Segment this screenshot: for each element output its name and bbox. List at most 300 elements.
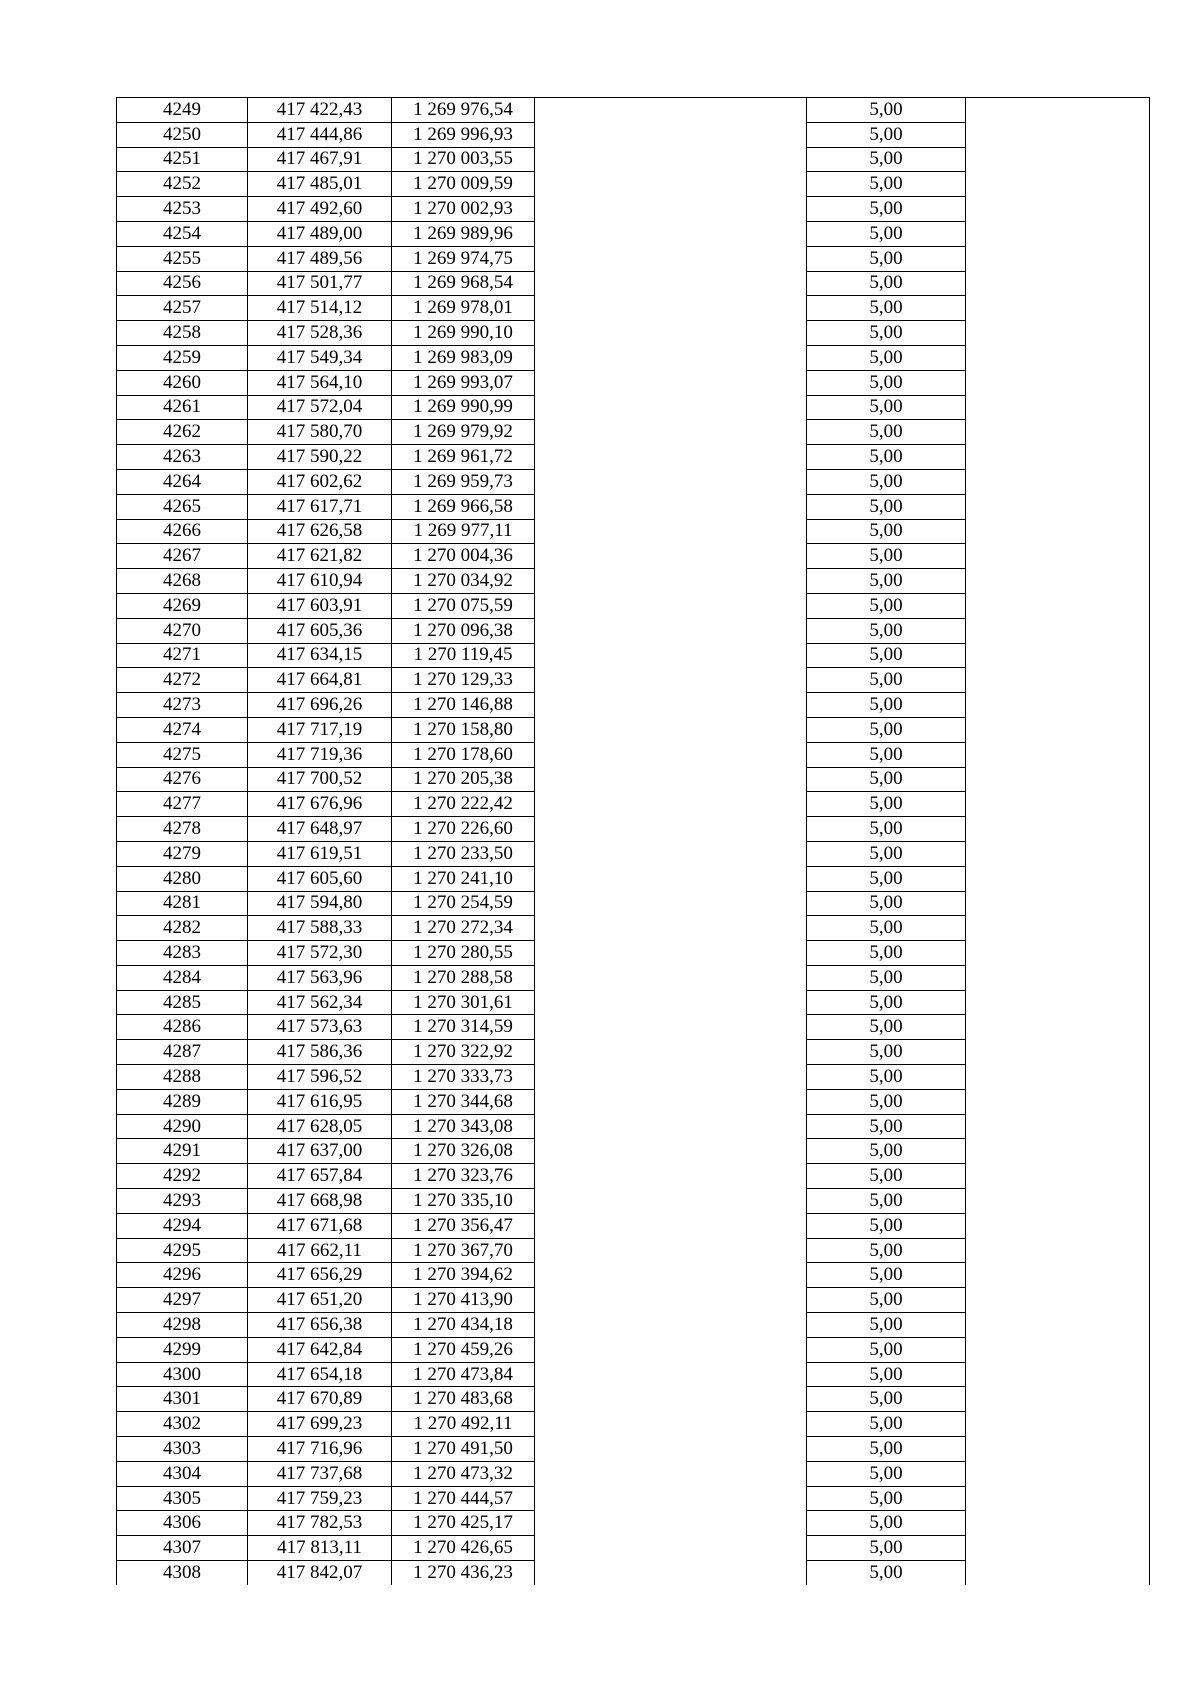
- value-cell: 5,00: [807, 1040, 966, 1065]
- blank-cell: [966, 221, 1150, 246]
- blank-cell: [966, 916, 1150, 941]
- x-coordinate-cell: 417 656,38: [248, 1313, 392, 1338]
- y-coordinate-cell: 1 269 961,72: [392, 445, 535, 470]
- x-coordinate-cell: 417 422,43: [248, 98, 392, 123]
- table-row: [117, 469, 1150, 494]
- point-number-cell: 4275: [117, 742, 248, 767]
- value-cell: 5,00: [807, 1437, 966, 1462]
- table-row: [117, 1412, 1150, 1437]
- table-row: [117, 1015, 1150, 1040]
- point-number-cell: 4253: [117, 197, 248, 222]
- point-number-cell: 4258: [117, 321, 248, 346]
- value-cell: 5,00: [807, 221, 966, 246]
- blank-cell: [966, 445, 1150, 470]
- table-row: [117, 1139, 1150, 1164]
- blank-cell: [535, 469, 807, 494]
- value-cell: 5,00: [807, 445, 966, 470]
- y-coordinate-cell: 1 270 119,45: [392, 643, 535, 668]
- value-cell: 5,00: [807, 1139, 966, 1164]
- value-cell: 5,00: [807, 1213, 966, 1238]
- x-coordinate-cell: 417 642,84: [248, 1337, 392, 1362]
- point-number-cell: 4254: [117, 221, 248, 246]
- y-coordinate-cell: 1 270 233,50: [392, 841, 535, 866]
- y-coordinate-cell: 1 270 280,55: [392, 941, 535, 966]
- x-coordinate-cell: 417 651,20: [248, 1288, 392, 1313]
- blank-cell: [535, 1437, 807, 1462]
- x-coordinate-cell: 417 596,52: [248, 1065, 392, 1090]
- value-cell: 5,00: [807, 990, 966, 1015]
- value-cell: 5,00: [807, 296, 966, 321]
- x-coordinate-cell: 417 580,70: [248, 420, 392, 445]
- point-number-cell: 4289: [117, 1089, 248, 1114]
- blank-cell: [966, 395, 1150, 420]
- x-coordinate-cell: 417 501,77: [248, 271, 392, 296]
- point-number-cell: 4300: [117, 1362, 248, 1387]
- point-number-cell: 4249: [117, 98, 248, 123]
- table-row: [117, 1065, 1150, 1090]
- blank-cell: [966, 668, 1150, 693]
- value-cell: 5,00: [807, 345, 966, 370]
- blank-cell: [535, 1362, 807, 1387]
- x-coordinate-cell: 417 562,34: [248, 990, 392, 1015]
- point-number-cell: 4281: [117, 891, 248, 916]
- y-coordinate-cell: 1 270 323,76: [392, 1164, 535, 1189]
- table-row: [117, 246, 1150, 271]
- table-row: [117, 98, 1150, 123]
- value-cell: 5,00: [807, 1065, 966, 1090]
- table-row: [117, 172, 1150, 197]
- y-coordinate-cell: 1 270 096,38: [392, 618, 535, 643]
- table-row: [117, 1387, 1150, 1412]
- point-number-cell: 4262: [117, 420, 248, 445]
- y-coordinate-cell: 1 270 356,47: [392, 1213, 535, 1238]
- value-cell: 5,00: [807, 271, 966, 296]
- point-number-cell: 4259: [117, 345, 248, 370]
- blank-cell: [966, 1288, 1150, 1313]
- point-number-cell: 4282: [117, 916, 248, 941]
- y-coordinate-cell: 1 270 425,17: [392, 1511, 535, 1536]
- blank-cell: [535, 1189, 807, 1214]
- table-row: [117, 1337, 1150, 1362]
- blank-cell: [535, 618, 807, 643]
- point-number-cell: 4298: [117, 1313, 248, 1338]
- y-coordinate-cell: 1 270 483,68: [392, 1387, 535, 1412]
- blank-cell: [535, 519, 807, 544]
- blank-cell: [535, 1065, 807, 1090]
- x-coordinate-cell: 417 696,26: [248, 693, 392, 718]
- point-number-cell: 4276: [117, 767, 248, 792]
- blank-cell: [966, 1461, 1150, 1486]
- blank-cell: [535, 147, 807, 172]
- blank-cell: [966, 1065, 1150, 1090]
- blank-cell: [966, 1015, 1150, 1040]
- point-number-cell: 4251: [117, 147, 248, 172]
- table-row: [117, 965, 1150, 990]
- blank-cell: [535, 891, 807, 916]
- blank-cell: [966, 817, 1150, 842]
- table-row: [117, 1089, 1150, 1114]
- table-row: [117, 1263, 1150, 1288]
- value-cell: 5,00: [807, 420, 966, 445]
- point-number-cell: 4271: [117, 643, 248, 668]
- blank-cell: [535, 1213, 807, 1238]
- y-coordinate-cell: 1 269 977,11: [392, 519, 535, 544]
- y-coordinate-cell: 1 269 990,10: [392, 321, 535, 346]
- value-cell: 5,00: [807, 1238, 966, 1263]
- y-coordinate-cell: 1 270 444,57: [392, 1486, 535, 1511]
- table-row: [117, 1189, 1150, 1214]
- x-coordinate-cell: 417 719,36: [248, 742, 392, 767]
- y-coordinate-cell: 1 269 976,54: [392, 98, 535, 123]
- point-number-cell: 4280: [117, 866, 248, 891]
- x-coordinate-cell: 417 717,19: [248, 717, 392, 742]
- blank-cell: [966, 1263, 1150, 1288]
- point-number-cell: 4273: [117, 693, 248, 718]
- blank-cell: [966, 122, 1150, 147]
- blank-cell: [535, 1164, 807, 1189]
- value-cell: 5,00: [807, 643, 966, 668]
- y-coordinate-cell: 1 269 966,58: [392, 494, 535, 519]
- y-coordinate-cell: 1 270 226,60: [392, 817, 535, 842]
- x-coordinate-cell: 417 648,97: [248, 817, 392, 842]
- blank-cell: [535, 1337, 807, 1362]
- point-number-cell: 4288: [117, 1065, 248, 1090]
- point-number-cell: 4284: [117, 965, 248, 990]
- blank-cell: [966, 792, 1150, 817]
- blank-cell: [966, 321, 1150, 346]
- blank-cell: [535, 494, 807, 519]
- value-cell: 5,00: [807, 593, 966, 618]
- blank-cell: [966, 1536, 1150, 1561]
- blank-cell: [966, 866, 1150, 891]
- blank-cell: [535, 370, 807, 395]
- blank-cell: [535, 197, 807, 222]
- table-row: [117, 792, 1150, 817]
- blank-cell: [966, 345, 1150, 370]
- y-coordinate-cell: 1 270 491,50: [392, 1437, 535, 1462]
- value-cell: 5,00: [807, 891, 966, 916]
- blank-cell: [966, 1387, 1150, 1412]
- x-coordinate-cell: 417 590,22: [248, 445, 392, 470]
- blank-cell: [535, 916, 807, 941]
- table-row: [117, 1213, 1150, 1238]
- blank-cell: [966, 296, 1150, 321]
- value-cell: 5,00: [807, 494, 966, 519]
- x-coordinate-cell: 417 594,80: [248, 891, 392, 916]
- blank-cell: [966, 693, 1150, 718]
- table-row: [117, 1288, 1150, 1313]
- table-row: [117, 1164, 1150, 1189]
- blank-cell: [966, 519, 1150, 544]
- blank-cell: [535, 817, 807, 842]
- table-row: [117, 1536, 1150, 1561]
- x-coordinate-cell: 417 676,96: [248, 792, 392, 817]
- value-cell: 5,00: [807, 717, 966, 742]
- x-coordinate-cell: 417 485,01: [248, 172, 392, 197]
- point-number-cell: 4264: [117, 469, 248, 494]
- value-cell: 5,00: [807, 1412, 966, 1437]
- blank-cell: [966, 271, 1150, 296]
- blank-cell: [966, 1213, 1150, 1238]
- y-coordinate-cell: 1 270 335,10: [392, 1189, 535, 1214]
- y-coordinate-cell: 1 270 394,62: [392, 1263, 535, 1288]
- value-cell: 5,00: [807, 841, 966, 866]
- y-coordinate-cell: 1 270 009,59: [392, 172, 535, 197]
- table-row: [117, 1114, 1150, 1139]
- point-number-cell: 4293: [117, 1189, 248, 1214]
- y-coordinate-cell: 1 270 492,11: [392, 1412, 535, 1437]
- table-row: [117, 345, 1150, 370]
- y-coordinate-cell: 1 270 178,60: [392, 742, 535, 767]
- x-coordinate-cell: 417 813,11: [248, 1536, 392, 1561]
- x-coordinate-cell: 417 492,60: [248, 197, 392, 222]
- value-cell: 5,00: [807, 469, 966, 494]
- value-cell: 5,00: [807, 197, 966, 222]
- table-row: [117, 941, 1150, 966]
- table-row: [117, 990, 1150, 1015]
- table-row: [117, 494, 1150, 519]
- point-number-cell: 4261: [117, 395, 248, 420]
- table-row: [117, 197, 1150, 222]
- table-row: [117, 296, 1150, 321]
- value-cell: 5,00: [807, 965, 966, 990]
- point-number-cell: 4266: [117, 519, 248, 544]
- blank-cell: [535, 246, 807, 271]
- y-coordinate-cell: 1 270 002,93: [392, 197, 535, 222]
- point-number-cell: 4285: [117, 990, 248, 1015]
- value-cell: 5,00: [807, 792, 966, 817]
- x-coordinate-cell: 417 700,52: [248, 767, 392, 792]
- value-cell: 5,00: [807, 1313, 966, 1338]
- point-number-cell: 4308: [117, 1561, 248, 1586]
- x-coordinate-cell: 417 572,04: [248, 395, 392, 420]
- y-coordinate-cell: 1 270 222,42: [392, 792, 535, 817]
- y-coordinate-cell: 1 270 272,34: [392, 916, 535, 941]
- x-coordinate-cell: 417 662,11: [248, 1238, 392, 1263]
- blank-cell: [966, 246, 1150, 271]
- blank-cell: [535, 345, 807, 370]
- blank-cell: [966, 370, 1150, 395]
- x-coordinate-cell: 417 699,23: [248, 1412, 392, 1437]
- x-coordinate-cell: 417 514,12: [248, 296, 392, 321]
- blank-cell: [535, 445, 807, 470]
- table-row: [117, 544, 1150, 569]
- blank-cell: [535, 321, 807, 346]
- value-cell: 5,00: [807, 569, 966, 594]
- blank-cell: [535, 221, 807, 246]
- table-row: [117, 767, 1150, 792]
- value-cell: 5,00: [807, 122, 966, 147]
- y-coordinate-cell: 1 270 326,08: [392, 1139, 535, 1164]
- value-cell: 5,00: [807, 693, 966, 718]
- blank-cell: [535, 593, 807, 618]
- y-coordinate-cell: 1 270 434,18: [392, 1313, 535, 1338]
- point-number-cell: 4252: [117, 172, 248, 197]
- x-coordinate-cell: 417 489,00: [248, 221, 392, 246]
- y-coordinate-cell: 1 270 158,80: [392, 717, 535, 742]
- point-number-cell: 4267: [117, 544, 248, 569]
- point-number-cell: 4263: [117, 445, 248, 470]
- blank-cell: [535, 643, 807, 668]
- blank-cell: [966, 420, 1150, 445]
- table-row: [117, 643, 1150, 668]
- blank-cell: [535, 668, 807, 693]
- x-coordinate-cell: 417 654,18: [248, 1362, 392, 1387]
- y-coordinate-cell: 1 270 426,65: [392, 1536, 535, 1561]
- y-coordinate-cell: 1 269 989,96: [392, 221, 535, 246]
- blank-cell: [966, 469, 1150, 494]
- blank-cell: [535, 1412, 807, 1437]
- blank-cell: [535, 990, 807, 1015]
- value-cell: 5,00: [807, 1486, 966, 1511]
- x-coordinate-cell: 417 489,56: [248, 246, 392, 271]
- blank-cell: [966, 98, 1150, 123]
- blank-cell: [966, 1437, 1150, 1462]
- blank-cell: [535, 1561, 807, 1586]
- blank-cell: [966, 1139, 1150, 1164]
- table-row: [117, 569, 1150, 594]
- blank-cell: [535, 1536, 807, 1561]
- blank-cell: [535, 841, 807, 866]
- x-coordinate-cell: 417 670,89: [248, 1387, 392, 1412]
- blank-cell: [966, 197, 1150, 222]
- blank-cell: [535, 693, 807, 718]
- x-coordinate-cell: 417 628,05: [248, 1114, 392, 1139]
- blank-cell: [966, 742, 1150, 767]
- x-coordinate-cell: 417 671,68: [248, 1213, 392, 1238]
- x-coordinate-cell: 417 573,63: [248, 1015, 392, 1040]
- table-row: [117, 370, 1150, 395]
- x-coordinate-cell: 417 634,15: [248, 643, 392, 668]
- x-coordinate-cell: 417 610,94: [248, 569, 392, 594]
- value-cell: 5,00: [807, 172, 966, 197]
- table-row: [117, 916, 1150, 941]
- coordinates-table-body: [117, 98, 1150, 1586]
- value-cell: 5,00: [807, 246, 966, 271]
- x-coordinate-cell: 417 617,71: [248, 494, 392, 519]
- point-number-cell: 4257: [117, 296, 248, 321]
- value-cell: 5,00: [807, 1164, 966, 1189]
- x-coordinate-cell: 417 528,36: [248, 321, 392, 346]
- point-number-cell: 4260: [117, 370, 248, 395]
- y-coordinate-cell: 1 270 288,58: [392, 965, 535, 990]
- blank-cell: [966, 618, 1150, 643]
- blank-cell: [535, 122, 807, 147]
- value-cell: 5,00: [807, 1461, 966, 1486]
- point-number-cell: 4303: [117, 1437, 248, 1462]
- blank-cell: [535, 1089, 807, 1114]
- y-coordinate-cell: 1 270 205,38: [392, 767, 535, 792]
- blank-cell: [966, 1238, 1150, 1263]
- table-row: [117, 866, 1150, 891]
- blank-cell: [966, 990, 1150, 1015]
- blank-cell: [535, 544, 807, 569]
- point-number-cell: 4294: [117, 1213, 248, 1238]
- table-row: [117, 1561, 1150, 1586]
- x-coordinate-cell: 417 842,07: [248, 1561, 392, 1586]
- value-cell: 5,00: [807, 1288, 966, 1313]
- x-coordinate-cell: 417 444,86: [248, 122, 392, 147]
- y-coordinate-cell: 1 269 996,93: [392, 122, 535, 147]
- table-row: [117, 1486, 1150, 1511]
- point-number-cell: 4250: [117, 122, 248, 147]
- blank-cell: [966, 147, 1150, 172]
- blank-cell: [966, 1511, 1150, 1536]
- value-cell: 5,00: [807, 1536, 966, 1561]
- x-coordinate-cell: 417 619,51: [248, 841, 392, 866]
- blank-cell: [535, 569, 807, 594]
- table-row: [117, 147, 1150, 172]
- blank-cell: [535, 742, 807, 767]
- blank-cell: [966, 1337, 1150, 1362]
- blank-cell: [535, 172, 807, 197]
- point-number-cell: 4286: [117, 1015, 248, 1040]
- table-row: [117, 593, 1150, 618]
- point-number-cell: 4301: [117, 1387, 248, 1412]
- table-row: [117, 717, 1150, 742]
- blank-cell: [535, 1288, 807, 1313]
- blank-cell: [535, 296, 807, 321]
- x-coordinate-cell: 417 603,91: [248, 593, 392, 618]
- blank-cell: [966, 1189, 1150, 1214]
- value-cell: 5,00: [807, 544, 966, 569]
- y-coordinate-cell: 1 270 436,23: [392, 1561, 535, 1586]
- x-coordinate-cell: 417 588,33: [248, 916, 392, 941]
- x-coordinate-cell: 417 586,36: [248, 1040, 392, 1065]
- table-row: [117, 668, 1150, 693]
- table-row: [117, 817, 1150, 842]
- value-cell: 5,00: [807, 767, 966, 792]
- point-number-cell: 4302: [117, 1412, 248, 1437]
- value-cell: 5,00: [807, 1561, 966, 1586]
- y-coordinate-cell: 1 269 968,54: [392, 271, 535, 296]
- table-row: [117, 1362, 1150, 1387]
- point-number-cell: 4306: [117, 1511, 248, 1536]
- table-row: [117, 420, 1150, 445]
- point-number-cell: 4270: [117, 618, 248, 643]
- x-coordinate-cell: 417 664,81: [248, 668, 392, 693]
- blank-cell: [535, 941, 807, 966]
- y-coordinate-cell: 1 270 003,55: [392, 147, 535, 172]
- point-number-cell: 4283: [117, 941, 248, 966]
- x-coordinate-cell: 417 668,98: [248, 1189, 392, 1214]
- table-row: [117, 1437, 1150, 1462]
- x-coordinate-cell: 417 637,00: [248, 1139, 392, 1164]
- y-coordinate-cell: 1 270 146,88: [392, 693, 535, 718]
- point-number-cell: 4305: [117, 1486, 248, 1511]
- blank-cell: [535, 1486, 807, 1511]
- table-row: [117, 618, 1150, 643]
- blank-cell: [535, 1114, 807, 1139]
- blank-cell: [966, 1313, 1150, 1338]
- y-coordinate-cell: 1 270 314,59: [392, 1015, 535, 1040]
- value-cell: 5,00: [807, 1387, 966, 1412]
- point-number-cell: 4269: [117, 593, 248, 618]
- point-number-cell: 4296: [117, 1263, 248, 1288]
- blank-cell: [535, 1139, 807, 1164]
- table-row: [117, 321, 1150, 346]
- blank-cell: [966, 965, 1150, 990]
- point-number-cell: 4290: [117, 1114, 248, 1139]
- point-number-cell: 4277: [117, 792, 248, 817]
- point-number-cell: 4304: [117, 1461, 248, 1486]
- point-number-cell: 4297: [117, 1288, 248, 1313]
- x-coordinate-cell: 417 782,53: [248, 1511, 392, 1536]
- blank-cell: [535, 1015, 807, 1040]
- x-coordinate-cell: 417 616,95: [248, 1089, 392, 1114]
- blank-cell: [535, 1461, 807, 1486]
- blank-cell: [966, 172, 1150, 197]
